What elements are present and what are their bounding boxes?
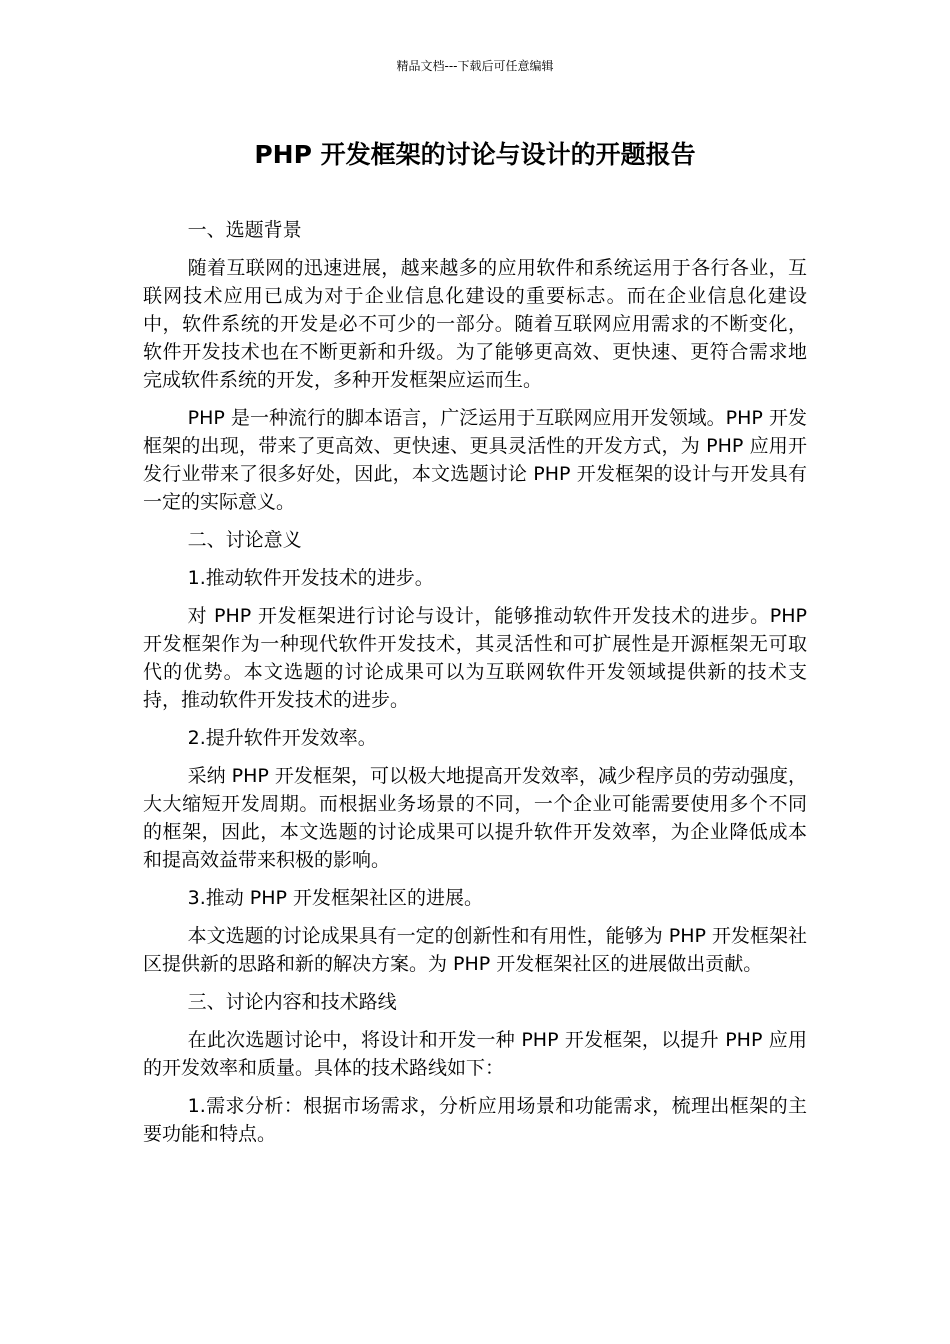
list-item-significance-3: 3.推动 PHP 开发框架社区的进展。 bbox=[187, 887, 484, 909]
list-item-significance-1: 1.推动软件开发技术的进步。 bbox=[187, 567, 434, 589]
list-item-significance-2: 2.提升软件开发效率。 bbox=[187, 727, 377, 749]
paragraph-significance-2: 采纳 PHP 开发框架，可以极大地提高开发效率，减少程序员的劳动强度，大大缩短开发周期。而根据业务场景的不同，一个企业可能需要使用多个不同的框架，因此，本文选题的讨论成果可以提升软件开发效率，为企业降低成本和提高效益带来积极的影响。 bbox=[143, 765, 807, 871]
paragraph-background-2: PHP 是一种流行的脚本语言，广泛运用于互联网应用开发领域。PHP 开发框架的出现，带来了更高效、更快速、更具灵活性的开发方式，为 PHP 应用开发行业带来了很多好处，因此，本文选题讨论 PHP 开发框架的设计与开发具有一定的实际意义。 bbox=[143, 407, 807, 513]
list-item-content-1: 1.需求分析：根据市场需求，分析应用场景和功能需求，梳理出框架的主要功能和特点。 bbox=[143, 1095, 807, 1145]
document-body bbox=[143, 216, 807, 1148]
section-heading-background: 一、选题背景 bbox=[187, 219, 302, 241]
document-title: PHP 开发框架的讨论与设计的开题报告 bbox=[254, 140, 696, 169]
section-heading-significance: 二、讨论意义 bbox=[187, 529, 302, 551]
paragraph-content-1: 在此次选题讨论中，将设计和开发一种 PHP 开发框架，以提升 PHP 应用的开发效率和质量。具体的技术路线如下： bbox=[143, 1029, 807, 1079]
section-heading-content: 三、讨论内容和技术路线 bbox=[187, 991, 397, 1013]
paragraph-significance-3: 本文选题的讨论成果具有一定的创新性和有用性，能够为 PHP 开发框架社区提供新的思路和新的解决方案。为 PHP 开发框架社区的进展做出贡献。 bbox=[143, 925, 807, 975]
paragraph-background-1: 随着互联网的迅速进展，越来越多的应用软件和系统运用于各行各业，互联网技术应用已成为对于企业信息化建设的重要标志。而在企业信息化建设中，软件系统的开发是必不可少的一部分。随着互联网应用需求的不断变化，软件开发技术也在不断更新和升级。为了能够更高效、更快速、更符合需求地完成软件系统的开发，多种开发框架应运而生。 bbox=[143, 257, 807, 391]
paragraph-significance-1: 对 PHP 开发框架进行讨论与设计，能够推动软件开发技术的进步。PHP 开发框架作为一种现代软件开发技术，其灵活性和可扩展性是开源框架无可取代的优势。本文选题的讨论成果可以为互联网软件开发领域提供新的技术支持，推动软件开发技术的进步。 bbox=[143, 605, 807, 711]
header-note: 精品文档---下载后可任意编辑 bbox=[396, 59, 554, 73]
